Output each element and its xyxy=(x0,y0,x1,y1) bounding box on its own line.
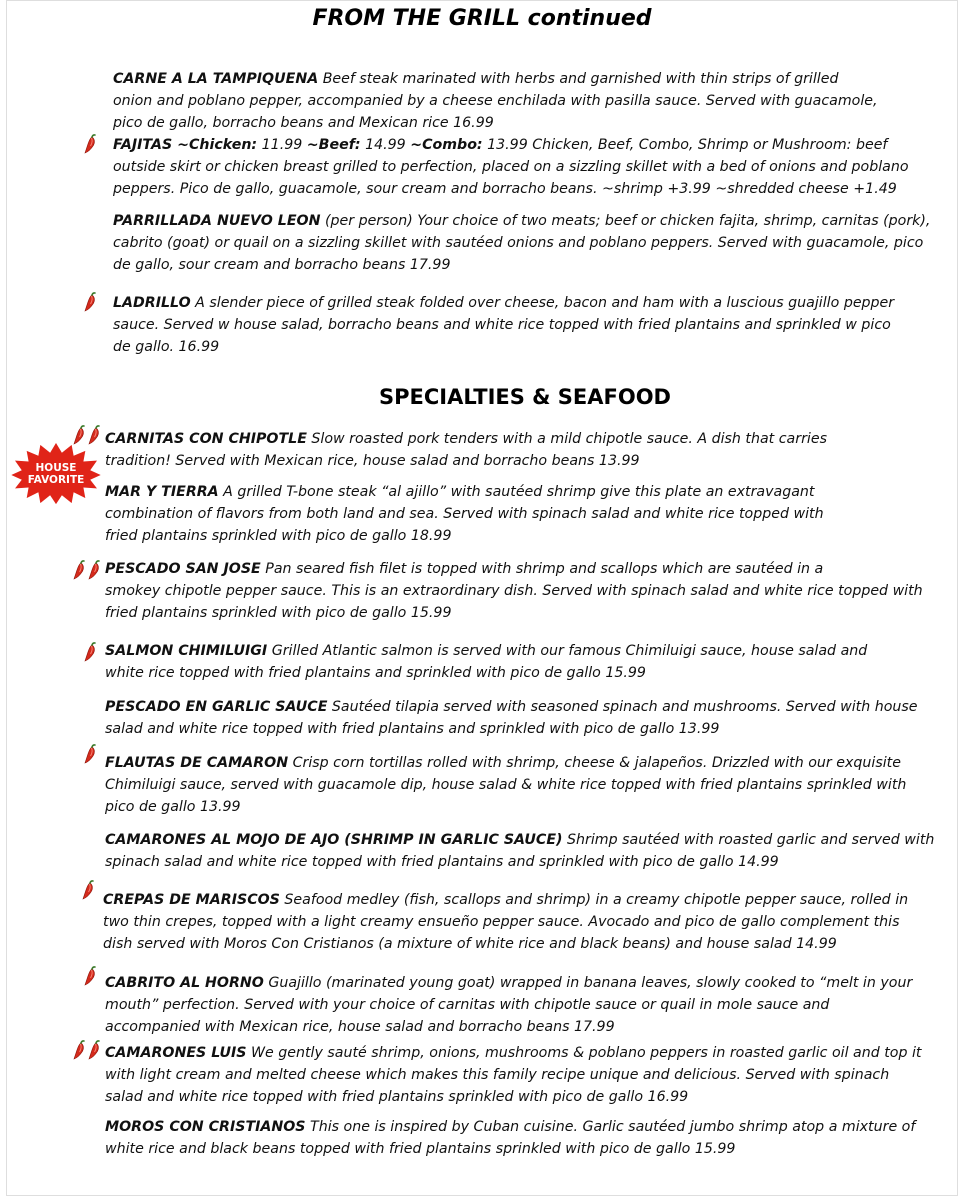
item-description: Shrimp sautéed with roasted garlic and served with xyxy=(562,832,935,848)
chili-pepper-icon xyxy=(83,292,97,312)
chili-pepper-icon xyxy=(87,425,101,445)
item-name: CABRITO AL HORNO xyxy=(105,975,264,991)
page-title: FROM THE GRILL continued xyxy=(312,6,652,31)
item-description: de gallo, sour cream and borracho beans 17.99 xyxy=(113,257,451,273)
spicy-indicator xyxy=(83,292,97,312)
menu-item-mar-y-tierra xyxy=(105,481,945,547)
item-description: Pan seared fish filet is topped with shrimp and scallops which are sautéed in a xyxy=(260,561,824,577)
menu-item-cabrito-horno xyxy=(105,972,945,1038)
item-description: pico de gallo, borracho beans and Mexican rice 16.99 xyxy=(113,115,494,131)
item-description: mouth” perfection. Served with your choice of carnitas with chipotle sauce or quail in mole sauce and xyxy=(105,997,830,1013)
item-description: accompanied with Mexican rice, house salad and borracho beans 17.99 xyxy=(105,1019,615,1035)
spicy-indicator xyxy=(72,1040,101,1060)
item-description: Beef steak marinated with herbs and garnished with thin strips of grilled xyxy=(318,71,839,87)
item-description: white rice and black beans topped with fried plantains sprinkled with pico de gallo 15.99 xyxy=(105,1141,736,1157)
menu-item-camarones-mojo-ajo xyxy=(105,829,945,873)
chili-pepper-icon xyxy=(83,642,97,662)
spicy-indicator xyxy=(83,966,97,986)
item-description: salad and white rice topped with fried plantains and sprinkled with pico de gallo 13.99 xyxy=(105,721,720,737)
menu-item-pescado-san-jose xyxy=(105,558,950,624)
item-description: salad and white rice topped with fried plantains sprinkled with pico de gallo 16.99 xyxy=(105,1089,689,1105)
spicy-indicator xyxy=(83,134,97,154)
spicy-indicator xyxy=(72,425,101,445)
item-description: Grilled Atlantic salmon is served with our famous Chimiluigi sauce, house salad and xyxy=(267,643,868,659)
item-description: 13.99 Chicken, Beef, Combo, Shrimp or Mushroom: beef xyxy=(482,137,888,153)
item-description: Sautéed tilapia served with seasoned spinach and mushrooms. Served with house xyxy=(327,699,918,715)
menu-item-carne-tampiquena xyxy=(113,68,953,134)
price-text: 11.99 xyxy=(257,137,307,153)
item-description: cabrito (goat) or quail on a sizzling skillet with sautéed onions and poblano peppers. Served with guacamole, pico xyxy=(113,235,924,251)
item-description: outside skirt or chicken breast grilled to perfection, placed on a sizzling skillet with a bed of onions and poblano xyxy=(113,159,909,175)
item-description: fried plantains sprinkled with pico de gallo 15.99 xyxy=(105,605,452,621)
chili-pepper-icon xyxy=(72,425,86,445)
price-label: ~Beef: xyxy=(306,137,361,153)
menu-item-carnitas-chipotle xyxy=(105,428,945,472)
item-name: SALMON CHIMILUIGI xyxy=(105,643,268,659)
item-description: onion and poblano pepper, accompanied by a cheese enchilada with pasilla sauce. Served with guacamole, xyxy=(113,93,878,109)
item-description: Crisp corn tortillas rolled with shrimp, cheese & jalapeños. Drizzled with our exquisite xyxy=(288,755,901,771)
menu-item-salmon-chimiluigi xyxy=(105,640,945,684)
menu-item-camarones-luis xyxy=(105,1042,950,1108)
badge-text xyxy=(8,440,104,507)
item-description: combination of flavors from both land and sea. Served with spinach salad and white rice topped with xyxy=(105,506,824,522)
spicy-indicator xyxy=(83,744,97,764)
item-description: peppers. Pico de gallo, guacamole, sour cream and borracho beans. ~shrimp +3.99 ~shredded cheese +1.49 xyxy=(113,181,897,197)
menu-item-moros-cristianos xyxy=(105,1116,945,1160)
menu-item-fajitas xyxy=(113,134,953,200)
item-description: sauce. Served w house salad, borracho beans and white rice topped with fried plantains and sprinkled w pico xyxy=(113,317,891,333)
item-name: PARRILLADA NUEVO LEON xyxy=(113,213,321,229)
item-description: dish served with Moros Con Cristianos (a mixture of white rice and black beans) and house salad 14.99 xyxy=(103,936,837,952)
item-name: FAJITAS ~Chicken: xyxy=(113,137,258,153)
chili-pepper-icon xyxy=(83,966,97,986)
chili-pepper-icon xyxy=(72,1040,86,1060)
menu-item-crepas-mariscos xyxy=(103,889,948,955)
item-description: fried plantains sprinkled with pico de gallo 18.99 xyxy=(105,528,452,544)
item-description: tradition! Served with Mexican rice, house salad and borracho beans 13.99 xyxy=(105,453,640,469)
item-description: de gallo. 16.99 xyxy=(113,339,220,355)
item-description: with light cream and melted cheese which makes this family recipe unique and delicious. Served with spinach xyxy=(105,1067,890,1083)
spicy-indicator xyxy=(72,560,101,580)
badge-line-2: FAVORITE xyxy=(27,474,85,486)
item-description: A slender piece of grilled steak folded over cheese, bacon and ham with a luscious guajillo pepper xyxy=(190,295,895,311)
price-text: 14.99 xyxy=(360,137,411,153)
item-name: CAMARONES LUIS xyxy=(105,1045,247,1061)
item-description: This one is inspired by Cuban cuisine. Garlic sautéed jumbo shrimp atop a mixture of xyxy=(305,1119,916,1135)
chili-pepper-icon xyxy=(87,560,101,580)
chili-pepper-icon xyxy=(87,1040,101,1060)
house-favorite-badge xyxy=(8,440,104,506)
chili-pepper-icon xyxy=(83,134,97,154)
badge-line-1: HOUSE xyxy=(35,462,77,474)
item-name: FLAUTAS DE CAMARON xyxy=(105,755,289,771)
item-name: PESCADO EN GARLIC SAUCE xyxy=(105,699,328,715)
item-description: spinach salad and white rice topped with fried plantains and sprinkled with pico de gallo 14.99 xyxy=(105,854,779,870)
item-name: CREPAS DE MARISCOS xyxy=(103,892,280,908)
item-description: smokey chipotle pepper sauce. This is an extraordinary dish. Served with spinach salad and white rice topped with xyxy=(105,583,923,599)
item-description: We gently sauté shrimp, onions, mushrooms & poblano peppers in roasted garlic oil and top it xyxy=(246,1045,922,1061)
section-heading-specialties: SPECIALTIES & SEAFOOD xyxy=(379,385,671,409)
item-description: Slow roasted pork tenders with a mild chipotle sauce. A dish that carries xyxy=(306,431,827,447)
spicy-indicator xyxy=(81,880,95,900)
item-description: Guajillo (marinated young goat) wrapped in banana leaves, slowly cooked to “melt in your xyxy=(263,975,913,991)
spicy-indicator xyxy=(83,642,97,662)
item-description: pico de gallo 13.99 xyxy=(105,799,241,815)
item-name: CARNE A LA TAMPIQUENA xyxy=(113,71,319,87)
menu-item-parrillada xyxy=(113,210,953,276)
item-description: (per person) Your choice of two meats; beef or chicken fajita, shrimp, carnitas (pork), xyxy=(320,213,931,229)
item-name: MOROS CON CRISTIANOS xyxy=(105,1119,306,1135)
item-name: MAR Y TIERRA xyxy=(105,484,219,500)
item-description: two thin crepes, topped with a light creamy ensueño pepper sauce. Avocado and pico de gallo complement this xyxy=(103,914,900,930)
menu-item-flautas-camaron xyxy=(105,752,945,818)
item-description: Seafood medley (fish, scallops and shrimp) in a creamy chipotle pepper sauce, rolled in xyxy=(279,892,909,908)
chili-pepper-icon xyxy=(81,880,95,900)
item-name: CARNITAS CON CHIPOTLE xyxy=(105,431,307,447)
item-description: Chimiluigi sauce, served with guacamole dip, house salad & white rice topped with fried plantains sprinkled with xyxy=(105,777,907,793)
chili-pepper-icon xyxy=(72,560,86,580)
item-name: PESCADO SAN JOSE xyxy=(105,561,261,577)
item-name: CAMARONES AL MOJO DE AJO (SHRIMP IN GARLIC SAUCE) xyxy=(105,832,563,848)
chili-pepper-icon xyxy=(83,744,97,764)
price-label: ~Combo: xyxy=(410,137,483,153)
item-name: LADRILLO xyxy=(113,295,191,311)
menu-item-pescado-garlic-sauce xyxy=(105,696,945,740)
item-description: A grilled T-bone steak “al ajillo” with sautéed shrimp give this plate an extravagant xyxy=(218,484,815,500)
item-description: white rice topped with fried plantains and sprinkled with pico de gallo 15.99 xyxy=(105,665,646,681)
menu-item-ladrillo xyxy=(113,292,953,358)
